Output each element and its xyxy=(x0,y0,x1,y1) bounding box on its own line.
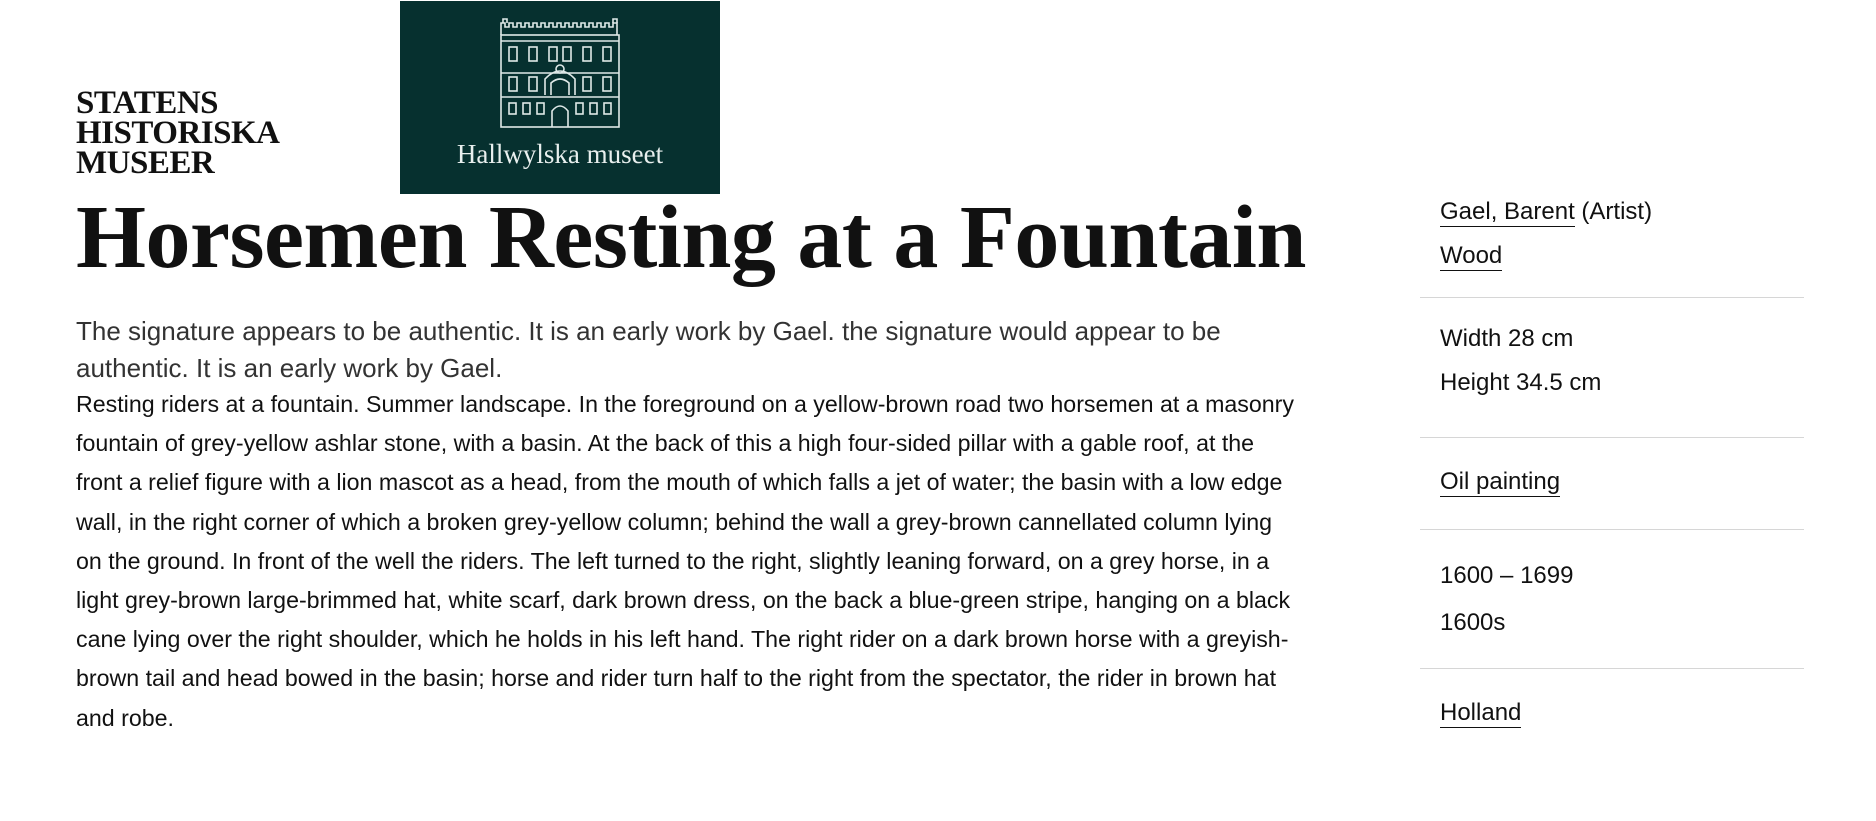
place-link[interactable]: Holland xyxy=(1440,699,1522,726)
artist-link[interactable]: Gael, Barent xyxy=(1440,198,1575,225)
technique-line xyxy=(1440,460,1784,504)
place-group xyxy=(1420,669,1804,739)
metadata-sidebar xyxy=(1420,190,1804,739)
logo-line-1: STATENS xyxy=(76,85,219,121)
building-facade-icon xyxy=(499,17,621,129)
artist-material-group xyxy=(1420,190,1804,298)
artist-role: (Artist) xyxy=(1581,198,1653,225)
artwork-lead: The signature appears to be authentic. It is an early work by Gael. the signature would appear to be authentic. It is an early work by Gael. xyxy=(76,316,1221,383)
logo-line-2: HISTORISKA xyxy=(76,115,280,151)
place-line xyxy=(1440,691,1784,735)
page-title: Horsemen Resting at a Fountain xyxy=(76,188,1306,287)
artwork-description: Resting riders at a fountain. Summer landscape. In the foreground on a yellow-brown road two horsemen at a masonry fountain of grey-yellow ashlar stone, with a basin. At the back of this a high four-sided pillar with a gable roof, at the front a relief figure with a lion mascot as a head, from the mouth of which falls a jet of water; the basin with a low edge wall, in the right corner of which a broken grey-yellow column; behind the wall a grey-brown cannellated column lying on the ground. In front of the well the riders. The left turned to the right, slightly leaning forward, on a grey horse, in a light grey-brown large-brimmed hat, white scarf, dark brown dress, on the back a blue-green stripe, hanging on a black cane lying over the right shoulder, which he holds in his left hand. The right rider on a dark brown horse with a greyish-brown tail and head bowed in the basin; horse and rider turn half to the right from the spectator, the rider in brown hat and robe. xyxy=(76,391,1294,731)
date-range-value: 1600 – 1699 xyxy=(1440,562,1574,589)
material-link[interactable]: Wood xyxy=(1440,242,1503,269)
statens-historiska-museer-logo[interactable] xyxy=(76,85,280,181)
material-line xyxy=(1440,234,1784,278)
dating-group xyxy=(1420,530,1804,669)
hallwylska-museet-name: Hallwylska museet xyxy=(456,139,664,169)
decade-value: 1600s xyxy=(1440,609,1506,636)
technique-link[interactable]: Oil painting xyxy=(1440,468,1561,495)
dimensions-group xyxy=(1420,298,1804,438)
width-value: Width 28 cm xyxy=(1440,325,1574,352)
technique-group xyxy=(1420,438,1804,530)
hallwylska-museet-logo[interactable] xyxy=(400,1,720,194)
logo-line-3: MUSEER xyxy=(76,145,215,181)
height-value: Height 34.5 cm xyxy=(1440,369,1602,396)
artist-line xyxy=(1440,190,1784,234)
